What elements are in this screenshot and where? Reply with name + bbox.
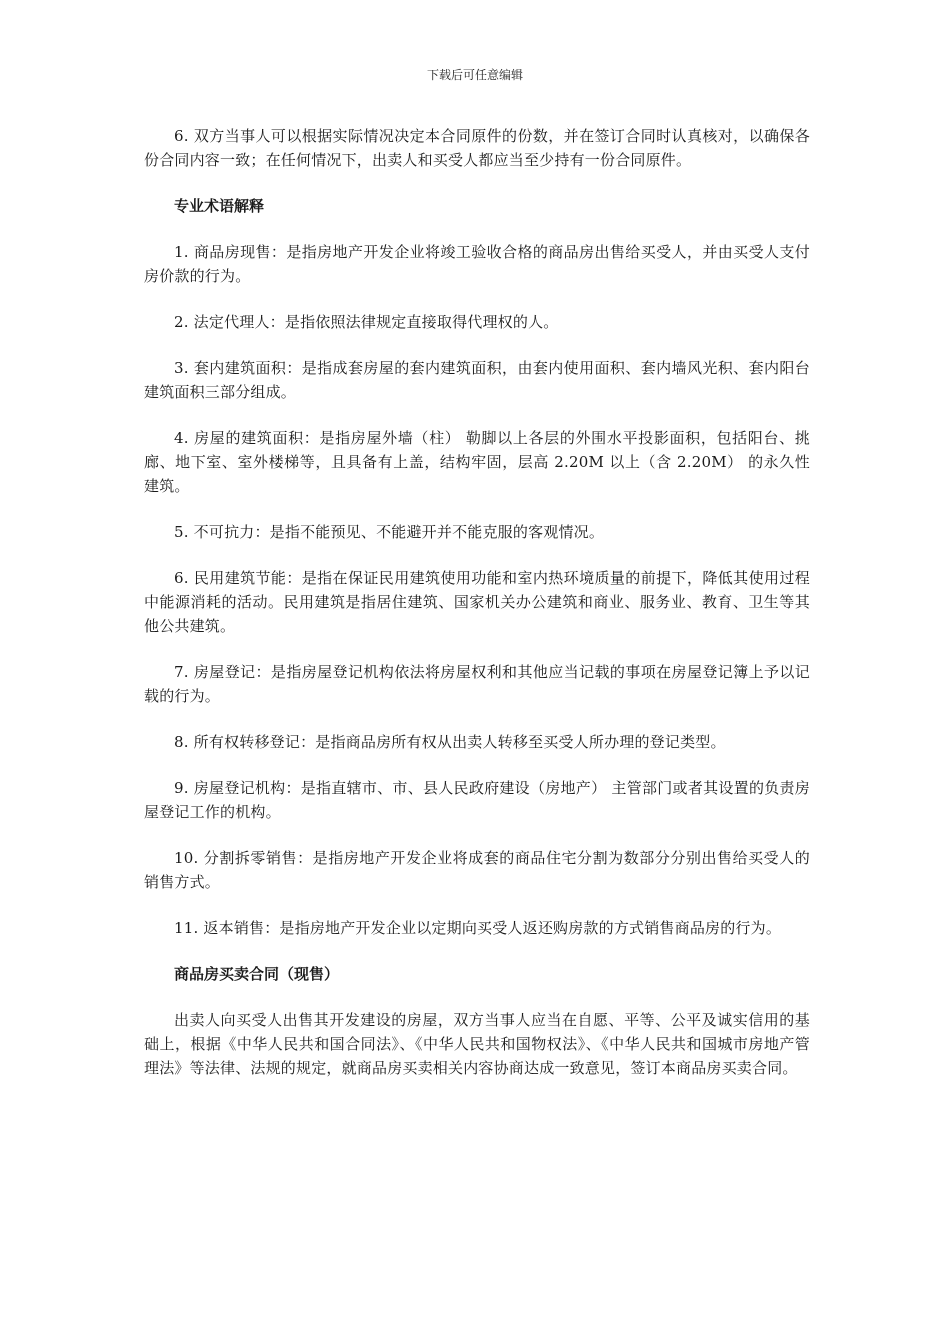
document-body <box>144 124 810 1102</box>
term-item-4: 4. 房屋的建筑面积：是指房屋外墙（柱） 勒脚以上各层的外围水平投影面积，包括阳台、挑廊、地下室、室外楼梯等，且具备有上盖，结构牢固，层高 2.20M 以上（含 2.20M） 的永久性建筑。 <box>144 429 810 495</box>
term-item-10: 10. 分割拆零销售：是指房地产开发企业将成套的商品住宅分割为数部分分别出售给买受人的销售方式。 <box>144 849 810 891</box>
term-item-11: 11. 返本销售：是指房地产开发企业以定期向买受人返还购房款的方式销售商品房的行为。 <box>174 919 782 937</box>
term-item-6: 6. 民用建筑节能：是指在保证民用建筑使用功能和室内热环境质量的前提下，降低其使用过程中能源消耗的活动。民用建筑是指居住建筑、国家机关办公建筑和商业、服务业、教育、卫生等其他公共建筑。 <box>144 569 810 635</box>
term-item-9: 9. 房屋登记机构：是指直辖市、市、县人民政府建设（房地产） 主管部门或者其设置的负责房屋登记工作的机构。 <box>144 779 810 821</box>
section-title-contract: 商品房买卖合同（现售） <box>174 965 340 983</box>
term-item-1: 1. 商品房现售：是指房地产开发企业将竣工验收合格的商品房出售给买受人，并由买受人支付房价款的行为。 <box>144 243 810 285</box>
term-item-8: 8. 所有权转移登记：是指商品房所有权从出卖人转移至买受人所办理的登记类型。 <box>174 733 726 751</box>
section-title-terms: 专业术语解释 <box>174 197 265 215</box>
term-item-3: 3. 套内建筑面积：是指成套房屋的套内建筑面积，由套内使用面积、套内墙风光积、套内阳台建筑面积三部分组成。 <box>144 359 810 401</box>
term-item-7: 7. 房屋登记：是指房屋登记机构依法将房屋权利和其他应当记载的事项在房屋登记簿上予以记载的行为。 <box>144 663 810 705</box>
paragraph-intro-6: 6. 双方当事人可以根据实际情况决定本合同原件的份数，并在签订合同时认真核对，以确保各份合同内容一致；在任何情况下，出卖人和买受人都应当至少持有一份合同原件。 <box>144 127 810 169</box>
page-header: 下载后可任意编辑 <box>426 68 523 82</box>
contract-preamble: 出卖人向买受人出售其开发建设的房屋，双方当事人应当在自愿、平等、公平及诚实信用的基础上，根据《中华人民共和国合同法》、《中华人民共和国物权法》、《中华人民共和国城市房地产管理法》等法律、法规的规定，就商品房买卖相关内容协商达成一致意见，签订本商品房买卖合同。 <box>144 1011 810 1077</box>
term-item-2: 2. 法定代理人：是指依照法律规定直接取得代理权的人。 <box>174 313 559 331</box>
term-item-5: 5. 不可抗力：是指不能预见、不能避开并不能克服的客观情况。 <box>174 523 605 541</box>
